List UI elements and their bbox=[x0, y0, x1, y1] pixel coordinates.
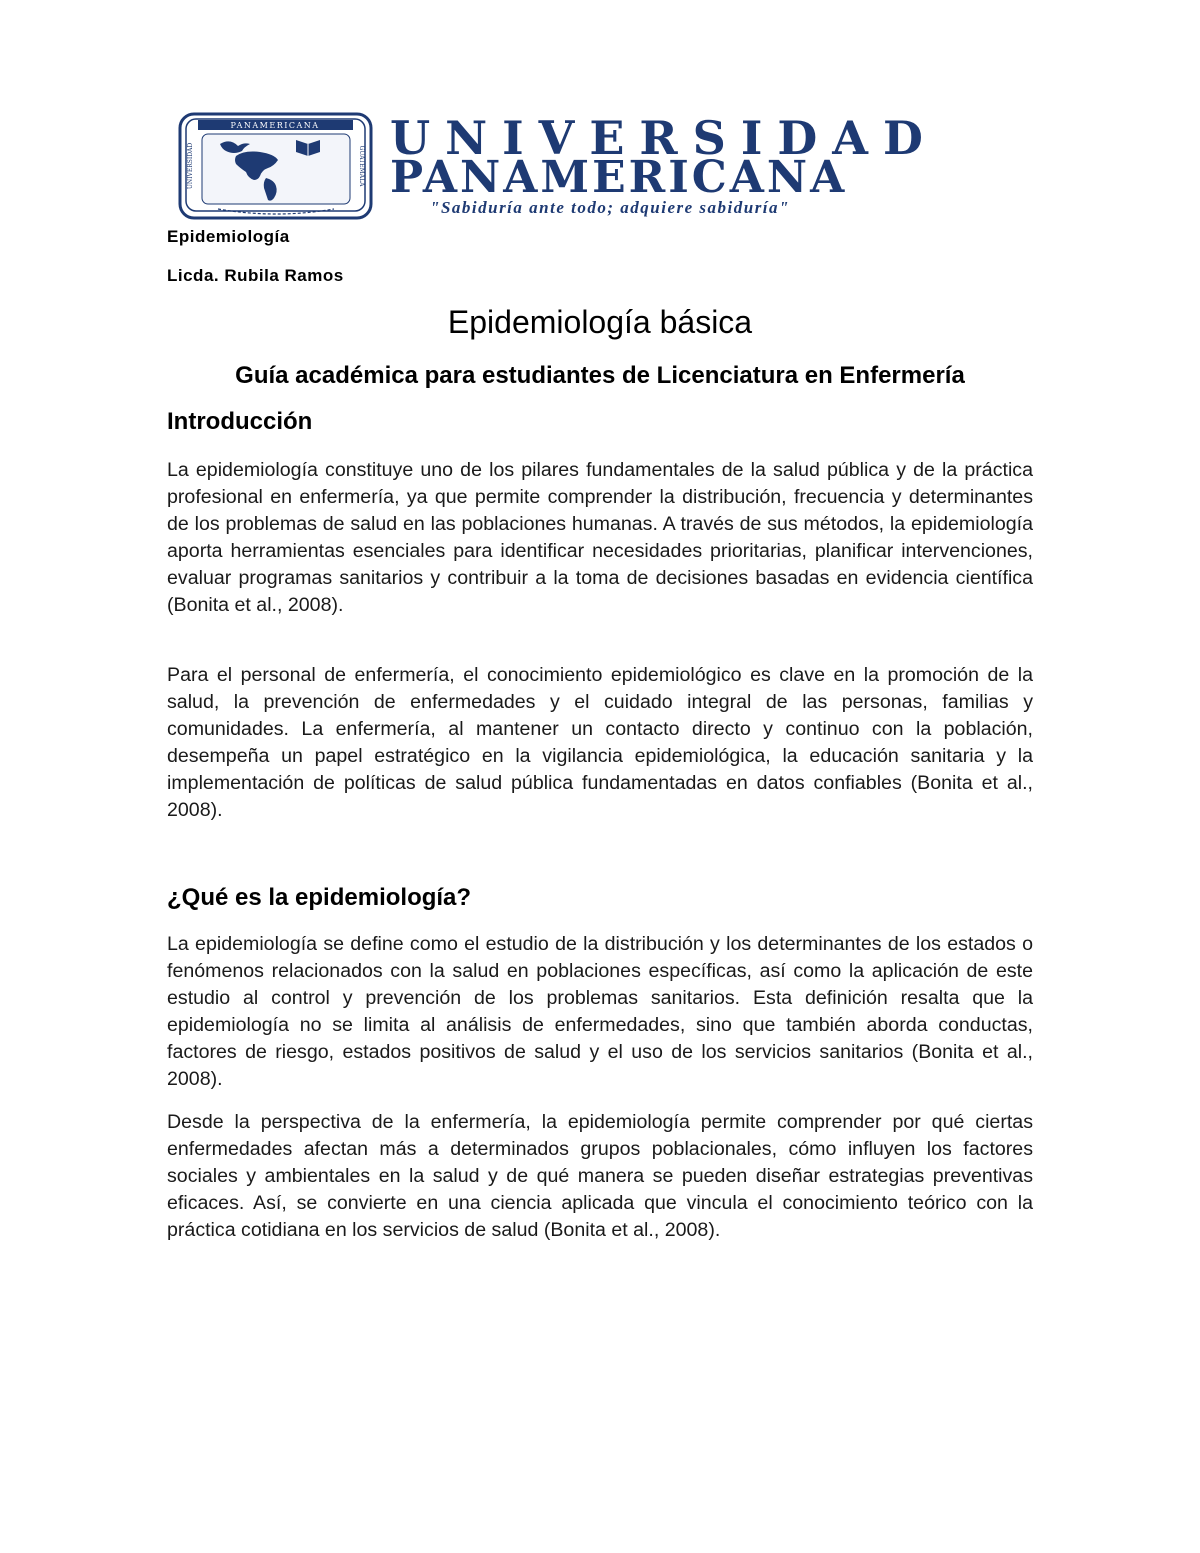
paragraph: Para el personal de enfermería, el conocimiento epidemiológico es clave en la promoción de la salud, la prevención de enfermedades y el cuidado integral de las personas, familias y comunidades. La enfermería, al mantener un contacto directo y continuo con la población, desempeña un papel estratégico en la vigilancia epidemiológica, la educación sanitaria y la implementación de políticas de salud pública fundamentadas en datos confiables (Bonita et al., 2008). bbox=[167, 664, 1033, 821]
paragraph: La epidemiología constituye uno de los pilares fundamentales de la salud pública y de la práctica profesional en enfermería, ya que permite comprender la distribución, frecuencia y determinantes de los problemas de salud en las poblaciones humanas. A través de sus métodos, la epidemiología aporta herramientas esenciales para identificar necesidades prioritarias, planificar intervenciones, evaluar programas sanitarios y contribuir a la toma de decisiones basadas en evidencia científica (Bonita et al., 2008). bbox=[167, 459, 1033, 616]
university-logo bbox=[178, 112, 1058, 222]
seal-left-text: UNIVERSIDAD bbox=[187, 142, 194, 190]
document-subtitle: Guía académica para estudiantes de Licenciatura en Enfermería bbox=[235, 362, 965, 389]
course-name: Epidemiología bbox=[167, 227, 290, 246]
section-heading-introduccion: Introducción bbox=[167, 408, 313, 435]
paragraph: Desde la perspectiva de la enfermería, la epidemiología permite comprender por qué ciertas enfermedades afectan más a determinados grupos poblacionales, cómo influyen los factores sociales y ambientales en la salud y de qué manera se pueden diseñar estrategias preventivas eficaces. Así, se convierte en una ciencia aplicada que vincula el conocimiento teórico con la práctica cotidiana en los servicios de salud (Bonita et al., 2008). bbox=[167, 1111, 1033, 1241]
brand-motto: "Sabiduría ante todo; adquiere sabiduría" bbox=[430, 198, 790, 217]
teacher-name: Licda. Rubila Ramos bbox=[167, 266, 344, 285]
document-title: Epidemiología básica bbox=[447, 304, 753, 340]
section-heading-que-es: ¿Qué es la epidemiología? bbox=[167, 884, 472, 911]
university-seal-icon bbox=[178, 112, 373, 220]
seal-top-text: PANAMERICANA bbox=[230, 121, 320, 130]
brand-line-panamericana: PANAMERICANA bbox=[390, 152, 848, 203]
paragraph: La epidemiología se define como el estudio de la distribución y los determinantes de los estados o fenómenos relacionados con la salud en poblaciones específicas, así como la aplicación de este estudio al control y prevención de los problemas sanitarios. Esta definición resalta que la epidemiología no se limita al análisis de enfermedades, sino que también aborda conductas, factores de riesgo, estados positivos de salud y el uso de los servicios sanitarios (Bonita et al., 2008). bbox=[167, 933, 1033, 1090]
brand-line-universidad: UNIVERSIDAD bbox=[390, 111, 938, 165]
seal-right-text: GUATEMALA bbox=[358, 145, 365, 187]
university-wordmark bbox=[390, 111, 1050, 218]
